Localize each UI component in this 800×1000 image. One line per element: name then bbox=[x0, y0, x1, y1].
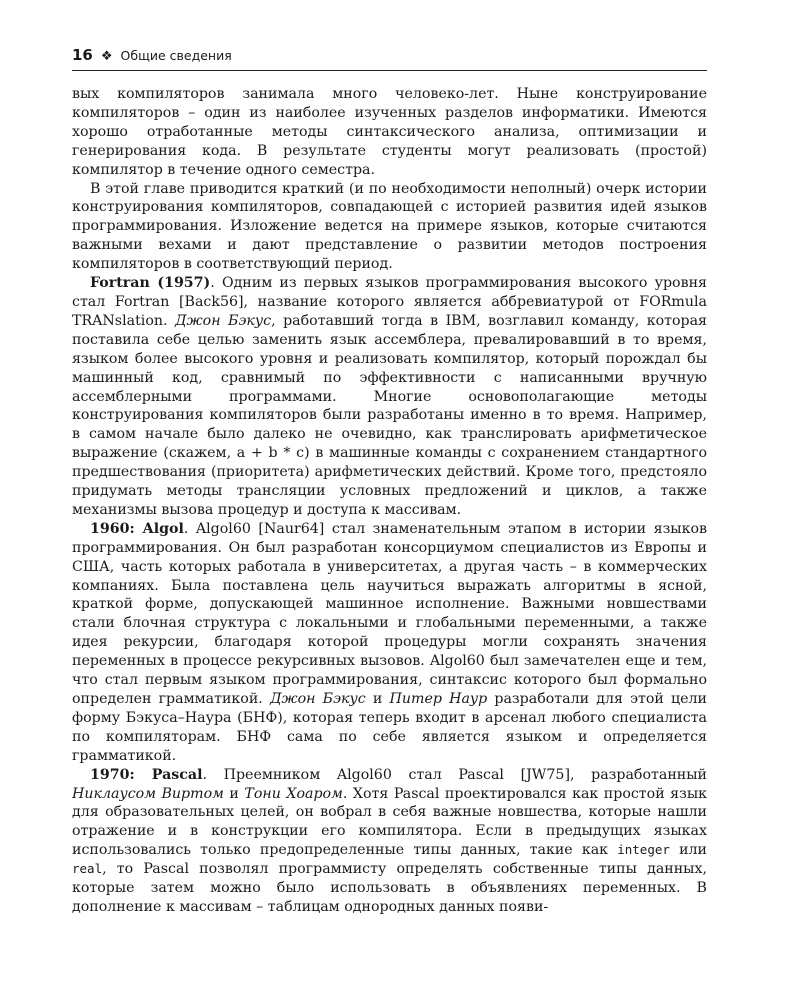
page-number: 16 bbox=[72, 46, 93, 64]
paragraph-chapter-intro: В этой главе приводится краткий (и по необходимости неполный) очерк истории конструирования компиляторов, совпадающей с историей развития идей языков программирования. Изложение ведется на примере языков, которые считаются важными вехами и дают представление о развитии методов построения компиляторов в соответствующий период. bbox=[72, 180, 707, 273]
paragraph-text: . Преемником Algol60 стал Pascal [JW75], разработанный bbox=[202, 766, 707, 783]
ornament-icon: ❖ bbox=[100, 49, 113, 64]
person-name: Никлаусом Виртом bbox=[72, 785, 224, 802]
person-name: Джон Бэкус bbox=[269, 691, 366, 707]
paragraph-continuation: вых компиляторов занимала много человеко-лет. Ныне конструирование компиляторов – один из наиболее изученных разделов информатики. Имеются хорошо отработанные методы синтаксического анализа, оптимизации и генерирования кода. В результате студенты могут реализовать (простой) компилятор в течение одного семестра. bbox=[72, 86, 707, 178]
person-name: Питер Наур bbox=[389, 691, 488, 707]
paragraph-algol bbox=[72, 520, 707, 766]
paragraph-text: . Одним из первых языков программирования высокого уровня стал Fortran [Back56], название которого является аббревиатурой от FORmula TRANslation. bbox=[72, 275, 707, 329]
code-keyword: real bbox=[72, 861, 103, 877]
paragraph-text: . Хотя Pascal проектировался как простой язык для образовательных целей, он вобрал в себя важные новшества, которые нашли отражение и в конструкции его компилятора. Если в предыдущих языках использовались только предопределенные типы данных, такие как bbox=[72, 785, 708, 859]
section-heading-pascal: 1970: Pascal bbox=[90, 766, 203, 783]
section-heading-algol: 1960: Algol bbox=[90, 520, 184, 537]
paragraph-text: и bbox=[365, 691, 390, 707]
paragraph-text: , то Pascal позволял программисту определять собственные типы данных, которые затем можно было использовать в объявлениях переменных. В дополнение к массивам – таблицам однородных данных появи- bbox=[72, 861, 707, 915]
paragraph-text: . Algol60 [Naur64] стал знаменательным этапом в истории языков программирования. Он был разработан консорциумом специалистов из Европы и США, часть которых работала в университетах, а другая часть – в коммерческих компаниях. Была поставлена цель научиться выражать алгоритмы в ясной, краткой форме, допускающей машинное исполнение. Важными новшествами стали блочная структура с локальными и глобальными переменными, а также идея рекурсии, благодаря которой процедуры могли сохранять значения переменных в процессе рекурсивных вызовов. Algol60 был замечателен еще и тем, что стал первым языком программирования, синтаксис которого был формально определен грамматикой. bbox=[72, 520, 707, 707]
paragraph-text: разработали для этой цели форму Бэкуса–Наура (БНФ), которая теперь входит в арсенал любого специалиста по компиляторам. БНФ сама по себе является языком и определяется грамматикой. bbox=[72, 691, 708, 764]
person-name: Тони Хоаром bbox=[244, 785, 343, 802]
paragraph-text: , работавший тогда в IBM, возглавил команду, которая поставила себе целью заменить язык ассемблера, превалировавший в то время, языком более высокого уровня и реализовать компилятор, который порождал бы машинный код, сравнимый по эффективности с написанными вручную ассемблерными программами. Многие основополагающие методы конструирования компиляторов были разработаны именно в то время. Например, в самом начале было далеко не очевидно, как транслировать арифметическое выражение (скажем, a + b * c) в машинные команды с сохранением стандартного предшествования (приоритета) арифметических действий. Кроме того, предстояло придумать методы трансляции условных предложений и циклов, а также механизмы вызова процедур и доступа к массивам. bbox=[72, 312, 707, 518]
paragraph-pascal bbox=[72, 766, 707, 917]
book-page bbox=[72, 46, 707, 917]
code-keyword: integer bbox=[617, 842, 670, 858]
section-heading-fortran: Fortran (1957) bbox=[90, 275, 211, 292]
running-header bbox=[72, 46, 707, 71]
person-name: Джон Бэкус bbox=[175, 312, 272, 329]
paragraph-text: и bbox=[223, 785, 245, 802]
paragraph-fortran bbox=[72, 274, 707, 520]
paragraph-text: или bbox=[669, 842, 708, 859]
chapter-title: Общие сведения bbox=[120, 48, 232, 63]
